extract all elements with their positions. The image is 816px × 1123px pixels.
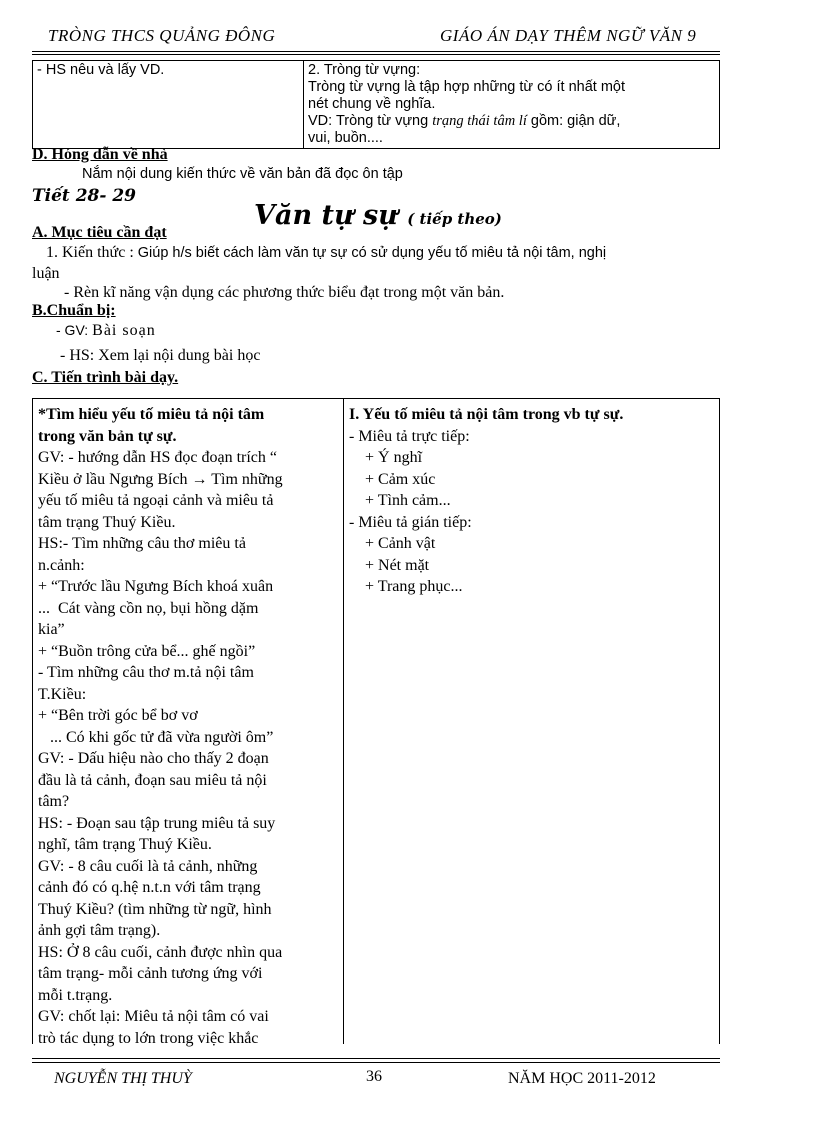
table-line: đầu là tả cảnh, đoạn sau miêu tả nội	[38, 771, 267, 789]
table-line: ... Cát vàng cồn nọ, bụi hồng dặm	[38, 599, 259, 617]
header-school: TRÒNG THCS QUẢNG ĐÔNG	[48, 26, 276, 45]
table-line: mỗi t.trạng.	[38, 986, 113, 1004]
table-line: T.Kiều:	[38, 685, 87, 703]
main-table	[32, 398, 720, 1047]
table-line: - Miêu tả gián tiếp:	[349, 513, 472, 531]
table-line: GV: - Dấu hiệu nào cho thấy 2 đoạn	[38, 750, 269, 767]
table-line: HS:- Tìm những câu thơ miêu tả	[38, 535, 246, 552]
section-d-text: Nắm nội dung kiến thức về văn bản đã đọc ôn tập	[82, 166, 403, 182]
table-line: - Tìm những câu thơ m.tả nội tâm	[38, 664, 254, 681]
table-line: ... Có khi gốc tử đã vừa người ôm”	[38, 728, 274, 746]
table-line: + “Bên trời góc bể bơ vơ	[38, 707, 198, 724]
section-b-heading: B.Chuẩn bị:	[32, 302, 116, 319]
table-line: Thuý Kiều? (tìm những từ ngữ, hình	[38, 900, 272, 918]
main-table-right-column	[349, 404, 714, 598]
table-line: n.cảnh:	[38, 556, 85, 574]
table-line: tâm trạng- mỗi cảnh tương ứng với	[38, 965, 263, 982]
table-line: cảnh đó có q.hệ n.t.n với tâm trạng	[38, 879, 261, 896]
top-table-line: vui, buồn....	[308, 130, 383, 146]
section-d-heading: D. Hóng dẫn về nhà	[32, 146, 168, 163]
main-table-divider	[343, 399, 344, 1044]
table-line: + Ý nghĩ	[349, 449, 423, 466]
header-subject: GIÁO ÁN DẠY THÊM NGỮ VĂN 9	[440, 26, 697, 45]
top-table-left-cell	[33, 61, 304, 149]
main-table-left-column	[38, 404, 338, 1049]
table-line: I. Yếu tố miêu tả nội tâm trong vb tự sự.	[349, 406, 624, 423]
top-table-line: 2. Tròng từ vựng:	[308, 62, 421, 78]
table-line: nghĩ, tâm trạng Thuý Kiều.	[38, 836, 212, 853]
section-b-hs: - HS: Xem lại nội dung bài học	[60, 347, 261, 364]
top-table-left-text: - HS nêu và lấy VD.	[37, 62, 165, 78]
table-line: tâm trạng Thuý Kiều.	[38, 513, 176, 531]
table-line: GV: - hướng dẫn HS đọc đoạn trích “	[38, 449, 278, 466]
table-line: kia”	[38, 621, 65, 638]
table-line: HS: - Đoạn sau tập trung miêu tả suy	[38, 814, 276, 832]
table-line: trò tác dụng to lớn trong việc khắc	[38, 1029, 259, 1047]
top-table	[32, 60, 720, 149]
top-table-line: nét chung về nghĩa.	[308, 96, 436, 112]
table-line: + “Trước lầu Ngưng Bích khoá xuân	[38, 578, 274, 595]
table-line: tâm?	[38, 793, 70, 810]
table-line: GV: - 8 câu cuối là tả cảnh, những	[38, 857, 258, 875]
top-table-line: Tròng từ vựng là tập hợp những từ có ít nhất một	[308, 79, 626, 95]
table-line: + Cảnh vật	[349, 535, 436, 552]
top-table-line-vd: VD: Tròng từ vựng trạng thái tâm lí gồm: giận dữ,	[308, 113, 621, 129]
table-line: yếu tố miêu tả ngoại cảnh và miêu tả	[38, 492, 274, 509]
lesson-title	[254, 200, 502, 231]
table-line: - Miêu tả trực tiếp:	[349, 427, 470, 445]
footer-page-number: 36	[366, 1068, 382, 1085]
header-rule-2	[32, 54, 720, 55]
section-a-item2: - Rèn kĩ năng vận dụng các phương thức biểu đạt trong một văn bản.	[64, 284, 505, 301]
lesson-title-main: Văn tự sự	[254, 200, 398, 231]
section-a-heading: A. Mục tiêu cần đạt	[32, 224, 167, 241]
table-line: *Tìm hiểu yếu tố miêu tả nội tâm	[38, 406, 265, 423]
header-rule	[32, 51, 720, 52]
table-line: HS: Ở 8 câu cuối, cảnh được nhìn qua	[38, 943, 283, 961]
footer-rule	[32, 1058, 720, 1059]
top-table-right-cell	[304, 61, 720, 149]
table-line: + “Buồn trông cửa bể... ghế ngồi”	[38, 642, 256, 660]
lesson-title-sub: ( tiếp theo)	[407, 210, 502, 228]
table-line: + Tình cảm...	[349, 492, 451, 509]
footer-author: NGUYỄN THỊ THUỲ	[54, 1070, 192, 1087]
lesson-label: Tiết 28- 29	[32, 186, 136, 206]
footer-rule-2	[32, 1062, 720, 1063]
footer-year: NĂM HỌC 2011-2012	[508, 1070, 656, 1087]
table-line: trong văn bản tự sự.	[38, 427, 177, 445]
section-b-gv: - GV: Bài soạn	[56, 322, 156, 339]
table-line: GV: chốt lại: Miêu tả nội tâm có vai	[38, 1008, 269, 1025]
table-line: Kiều ở lầu Ngưng Bích → Tìm những	[38, 470, 283, 488]
table-line: ảnh gợi tâm trạng).	[38, 922, 161, 939]
table-line: + Trang phục...	[349, 578, 463, 595]
section-a-item1-cont: luận	[32, 265, 60, 282]
table-line: + Cảm xúc	[349, 470, 436, 488]
section-c-heading: C. Tiến trình bài dạy.	[32, 369, 179, 386]
section-a-item1: 1. Kiến thức : Giúp h/s biết cách làm văn tự sự có sử dụng yếu tố miêu tả nội tâm, nghị	[46, 244, 607, 261]
table-line: + Nét mặt	[349, 556, 430, 574]
